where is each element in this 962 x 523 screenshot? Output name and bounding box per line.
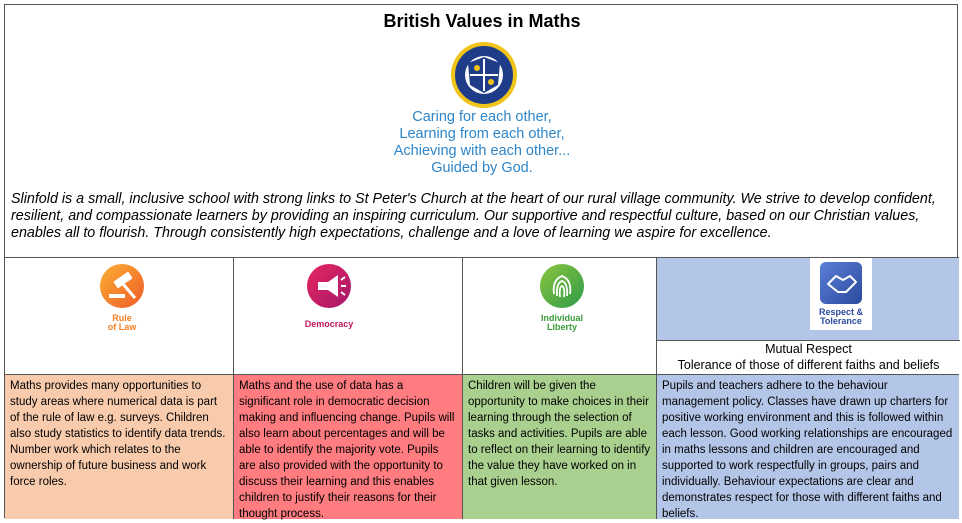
gavel-icon [87, 260, 157, 312]
motto-line: Guided by God. [431, 160, 533, 176]
rule-of-law-header [5, 257, 233, 374]
school-crest-icon [450, 41, 518, 109]
handshake-icon [810, 258, 872, 308]
individual-liberty-label: Individual Liberty [540, 313, 583, 332]
motto-line: Achieving with each other... [393, 143, 571, 159]
rule-of-law-text: Maths provides many opportunities to study areas where numerical data is part of the rule of law e.g. surveys. Children also study statistics to identify data trends. Number work which relates to the ownership of future business and work force roles. [5, 374, 233, 519]
motto-line: Learning from each other, [399, 126, 565, 142]
fingerprint-icon [527, 260, 597, 312]
democracy-badge [294, 260, 364, 332]
respect-tolerance-header [656, 257, 959, 374]
school-motto [5, 109, 959, 177]
megaphone-icon [294, 260, 364, 312]
respect-subheading [657, 340, 960, 375]
respect-tolerance-badge [810, 258, 872, 330]
individual-liberty-text: Children will be given the opportunity to make choices in their learning through the selection of tasks and activities. Pupils are able to reflect on their learning to identify the value they have worked on in that given lesson. [462, 374, 656, 519]
intro-paragraph: Slinfold is a small, inclusive school with strong links to St Peter's Church at the heart of our rural village community. We strive to develop confident, resilient, and compassionate learners by providing an inspiring curriculum. Our supportive and respectful culture, based on our Christian values, enables all to flourish. Through consistently high expectations, challenge and a love of learning we aspire for excellence. [11, 191, 936, 241]
rule-of-law-badge [87, 260, 157, 332]
individual-liberty-badge [527, 260, 597, 332]
rule-of-law-label: Rule of Law [107, 313, 137, 332]
tolerance-heading: Tolerance of those of different faiths and beliefs [677, 358, 940, 372]
democracy-header [233, 257, 462, 374]
motto-line: Caring for each other, [412, 109, 552, 125]
respect-tolerance-label: Respect & Tolerance [818, 307, 863, 326]
page-title: British Values in Maths [383, 11, 581, 31]
democracy-label: Democracy [304, 319, 354, 329]
respect-tolerance-text: Pupils and teachers adhere to the behaviour management policy. Classes have drawn up charters for positive working environment and this is followed within each lesson. Good working relationships are encouraged in maths lessons and children are encouraged and supported to work respectfully in groups, pairs and individually. Behaviour expectations are clear and demonstrates respect for those with different faiths and beliefs. [656, 374, 959, 519]
mutual-respect-heading: Mutual Respect [765, 342, 852, 356]
individual-liberty-header [462, 257, 656, 374]
document-frame [4, 4, 958, 518]
democracy-text: Maths and the use of data has a significant role in democratic decision making and influencing change. Pupils will also learn about percentages and will be able to identify the majority vote. Pupils are also provided with the opportunity to discuss their learning and this enables children to justify their reasons for their thought process. [233, 374, 462, 519]
